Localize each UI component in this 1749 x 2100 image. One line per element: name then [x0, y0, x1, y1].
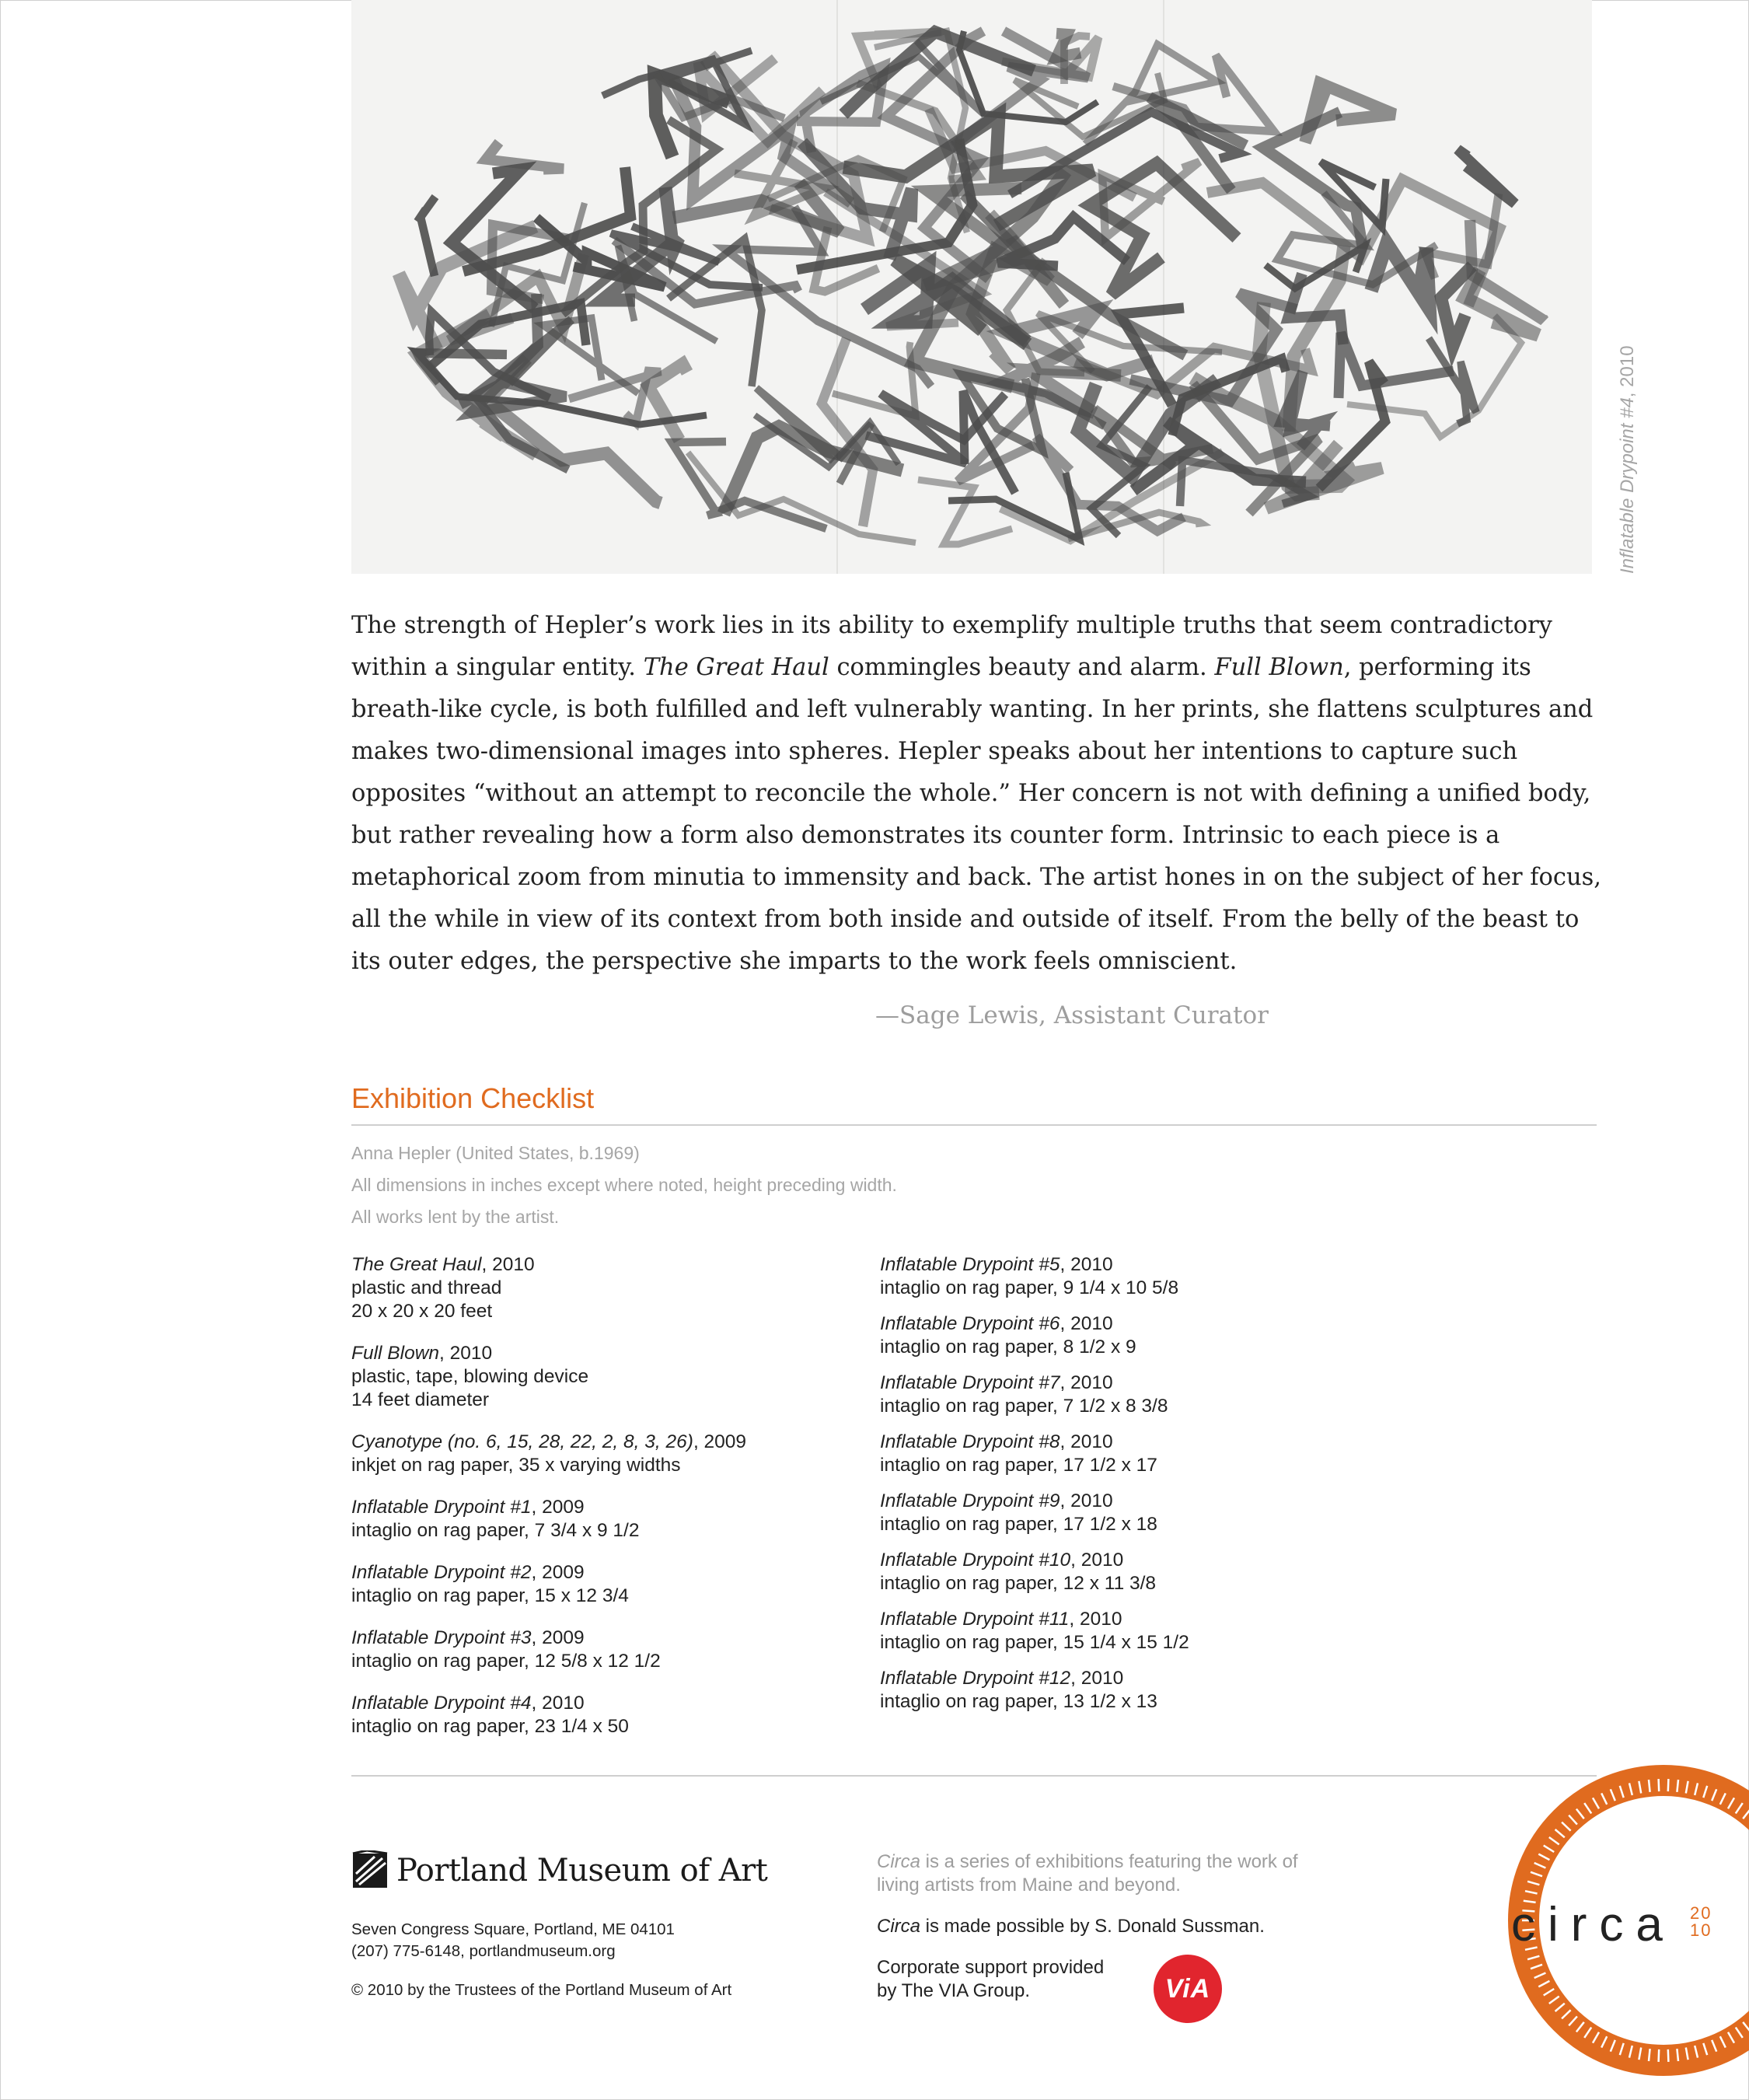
artwork-image: [351, 0, 1592, 574]
entry-detail: intaglio on rag paper, 12 5/8 x 12 1/2: [351, 1651, 661, 1672]
checklist-entry: [880, 1490, 1409, 1536]
entry-title: Inflatable Drypoint #10, 2010: [880, 1550, 1124, 1571]
entry-detail: intaglio on rag paper, 15 1/4 x 15 1/2: [880, 1632, 1189, 1653]
copyright: © 2010 by the Trustees of the Portland Museum of Art: [351, 1981, 732, 1999]
entry-detail: intaglio on rag paper, 7 3/4 x 9 1/2: [351, 1520, 640, 1541]
essay: [351, 605, 1615, 983]
checklist-entry: [351, 1627, 849, 1673]
entry-detail: plastic and thread: [351, 1277, 502, 1298]
circa-description: Circa is a series of exhibitions featuring the work of living artists from Maine and beyond.: [877, 1851, 1298, 1896]
entry-detail: 14 feet diameter: [351, 1389, 490, 1410]
checklist-entry: [880, 1371, 1409, 1418]
entry-detail: intaglio on rag paper, 9 1/4 x 10 5/8: [880, 1277, 1179, 1298]
entry-title: Inflatable Drypoint #4, 2010: [351, 1693, 585, 1714]
entry-title: Inflatable Drypoint #1, 2009: [351, 1497, 585, 1518]
entry-title: Inflatable Drypoint #9, 2010: [880, 1490, 1113, 1511]
entry-title: Inflatable Drypoint #8, 2010: [880, 1431, 1113, 1452]
checklist-entry: [880, 1253, 1409, 1300]
corporate-support: Corporate support provided by The VIA Group.: [877, 1957, 1105, 2001]
entry-title: Cyanotype (no. 6, 15, 28, 22, 2, 8, 3, 26), 2009: [351, 1431, 747, 1452]
museum-name: Portland Museum of Art: [396, 1853, 768, 1889]
circa-logo-word: circa: [1511, 1898, 1675, 1951]
entry-detail: intaglio on rag paper, 17 1/2 x 17: [880, 1455, 1157, 1476]
entry-title: The Great Haul, 2010: [351, 1254, 535, 1275]
checklist-entry: [351, 1561, 849, 1608]
checklist-entry: [880, 1431, 1409, 1477]
divider: [351, 1775, 1597, 1777]
checklist-entry: [880, 1312, 1409, 1359]
entry-title: Inflatable Drypoint #2, 2009: [351, 1562, 585, 1583]
entry-detail: intaglio on rag paper, 17 1/2 x 18: [880, 1514, 1157, 1535]
checklist-title: Exhibition Checklist: [351, 1082, 595, 1114]
checklist-entry: [351, 1431, 849, 1477]
entry-title: Inflatable Drypoint #11, 2010: [880, 1609, 1122, 1630]
entry-detail: intaglio on rag paper, 8 1/2 x 9: [880, 1337, 1136, 1357]
entry-detail: intaglio on rag paper, 12 x 11 3/8: [880, 1573, 1157, 1594]
entry-detail: inkjet on rag paper, 35 x varying widths: [351, 1455, 681, 1476]
checklist-right-column: [880, 1253, 1409, 1726]
entry-detail: intaglio on rag paper, 7 1/2 x 8 3/8: [880, 1396, 1168, 1417]
checklist-entry: [351, 1342, 849, 1412]
checklist-entry: [880, 1667, 1409, 1714]
entry-title: Inflatable Drypoint #3, 2009: [351, 1627, 585, 1648]
via-logo: ViA: [1154, 1955, 1222, 2023]
circa-sponsor: Circa is made possible by S. Donald Sussman.: [877, 1916, 1265, 1937]
museum-mark-icon: [351, 1850, 389, 1891]
entry-detail: 20 x 20 x 20 feet: [351, 1301, 493, 1322]
checklist-entry: [351, 1692, 849, 1738]
artwork-caption: Inflatable Drypoint #4, 2010: [1617, 345, 1638, 574]
entry-title: Inflatable Drypoint #6, 2010: [880, 1313, 1113, 1334]
divider: [351, 1124, 1597, 1126]
entry-detail: intaglio on rag paper, 15 x 12 3/4: [351, 1585, 629, 1606]
drypoint-print: [351, 0, 1592, 574]
museum-logo: [351, 1850, 767, 1891]
entry-title: Full Blown, 2010: [351, 1343, 493, 1364]
circa-logo-year: 20 10: [1690, 1903, 1712, 1940]
checklist-entry: [351, 1496, 849, 1543]
museum-address: Seven Congress Square, Portland, ME 04101 (207) 775-6148, portlandmuseum.org: [351, 1920, 675, 1960]
checklist-left-column: [351, 1253, 849, 1757]
entry-title: Inflatable Drypoint #12, 2010: [880, 1668, 1124, 1689]
entry-detail: intaglio on rag paper, 23 1/4 x 50: [351, 1716, 629, 1737]
entry-title: Inflatable Drypoint #5, 2010: [880, 1254, 1113, 1275]
checklist-entry: [880, 1608, 1409, 1654]
entry-detail: intaglio on rag paper, 13 1/2 x 13: [880, 1691, 1157, 1712]
essay-attribution: —Sage Lewis, Assistant Curator: [875, 1001, 1269, 1029]
checklist-entry: [880, 1549, 1409, 1595]
checklist-meta: Anna Hepler (United States, b.1969) All dimensions in inches except where noted, height preceding width. All works lent by the artist.: [351, 1143, 897, 1227]
essay-paragraph: The strength of Hepler’s work lies in its ability to exemplify multiple truths that seem contradictory within a singular entity. The Great Haul commingles beauty and alarm. Full Blown, performing its breath-like cycle, is both fulfilled and left vulnerably wanting. In her prints, she flattens sculptures and makes two-dimensional images into spheres. Hepler speaks about her intentions to capture such opposites “without an attempt to reconcile the whole.” Her concern is not with defining a unified body, but rather revealing how a form also demonstrates its counter form. Intrinsic to each piece is a metaphorical zoom from minutia to immensity and back. The artist hones in on the subject of her focus, all the while in view of its context from both inside and outside of itself. From the belly of the beast to its outer edges, the perspective she imparts to the work feels omniscient.: [351, 612, 1601, 975]
entry-title: Inflatable Drypoint #7, 2010: [880, 1372, 1113, 1393]
checklist-entry: [351, 1253, 849, 1323]
entry-detail: plastic, tape, blowing device: [351, 1366, 589, 1387]
